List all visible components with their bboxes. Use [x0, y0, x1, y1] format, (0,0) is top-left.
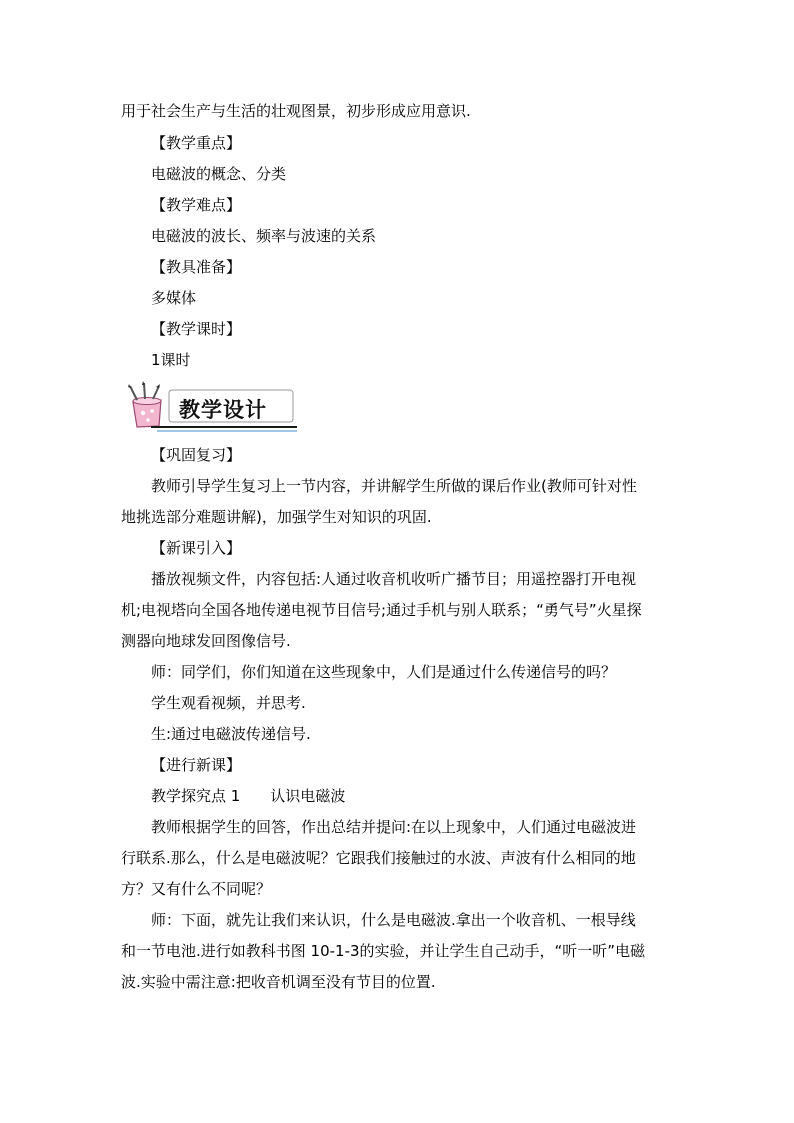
inquiry-point-1: 教学探究点 1 认识电磁波 — [151, 787, 346, 805]
intro-line: 用于社会生产与生活的壮观图景，初步形成应用意识. — [121, 102, 471, 120]
para2-line-1: 师：下面，就先让我们来认识，什么是电磁波.拿出一个收音机、一根导线 — [151, 911, 636, 929]
intro-line-1: 播放视频文件，内容包括:人通过收音机收听广播节目；用遥控器打开电视 — [151, 570, 637, 588]
review-line-1: 教师引导学生复习上一节内容，并讲解学生所做的课后作业(教师可针对性 — [151, 477, 637, 495]
intro-line-3: 测器向地球发回图像信号. — [121, 632, 291, 650]
hours-heading: 【教学课时】 — [151, 320, 242, 338]
teaching-design-banner — [121, 380, 299, 432]
review-line-2: 地挑选部分难题讲解)，加强学生对知识的巩固. — [121, 508, 432, 526]
teacher-question: 师：同学们，你们知道在这些现象中，人们是通过什么传递信号的吗？ — [151, 663, 617, 681]
para1-line-3: 方？又有什么不同呢？ — [121, 880, 272, 898]
intro-heading: 【新课引入】 — [151, 539, 242, 557]
key-points-heading: 【教学重点】 — [151, 134, 242, 152]
key-points-text: 电磁波的概念、分类 — [151, 165, 287, 183]
difficulties-text: 电磁波的波长、频率与波速的关系 — [151, 227, 377, 245]
para1-line-2: 行联系.那么，什么是电磁波呢？它跟我们接触过的水波、声波有什么相同的地 — [121, 849, 636, 867]
new-lesson-heading: 【进行新课】 — [151, 756, 242, 774]
para2-line-3: 波.实验中需注意:把收音机调至没有节目的位置. — [121, 973, 436, 991]
student-answer: 生:通过电磁波传递信号. — [151, 725, 311, 743]
review-heading: 【巩固复习】 — [151, 446, 242, 464]
materials-heading: 【教具准备】 — [151, 258, 242, 276]
banner-title: 教学设计 — [179, 398, 267, 422]
para2-line-2: 和一节电池.进行如教科书图 10-1-3的实验，并让学生自己动手，“听一听”电磁 — [121, 942, 646, 960]
students-watch: 学生观看视频，并思考. — [151, 694, 306, 712]
hours-text: 1课时 — [151, 351, 191, 369]
materials-text: 多媒体 — [151, 289, 197, 307]
para1-line-1: 教师根据学生的回答，作出总结并提问:在以上现象中，人们通过电磁波进 — [151, 818, 637, 836]
difficulties-heading: 【教学难点】 — [151, 196, 242, 214]
intro-line-2: 机;电视塔向全国各地传递电视节目信号;通过手机与别人联系；“勇气号”火星探 — [121, 601, 642, 619]
